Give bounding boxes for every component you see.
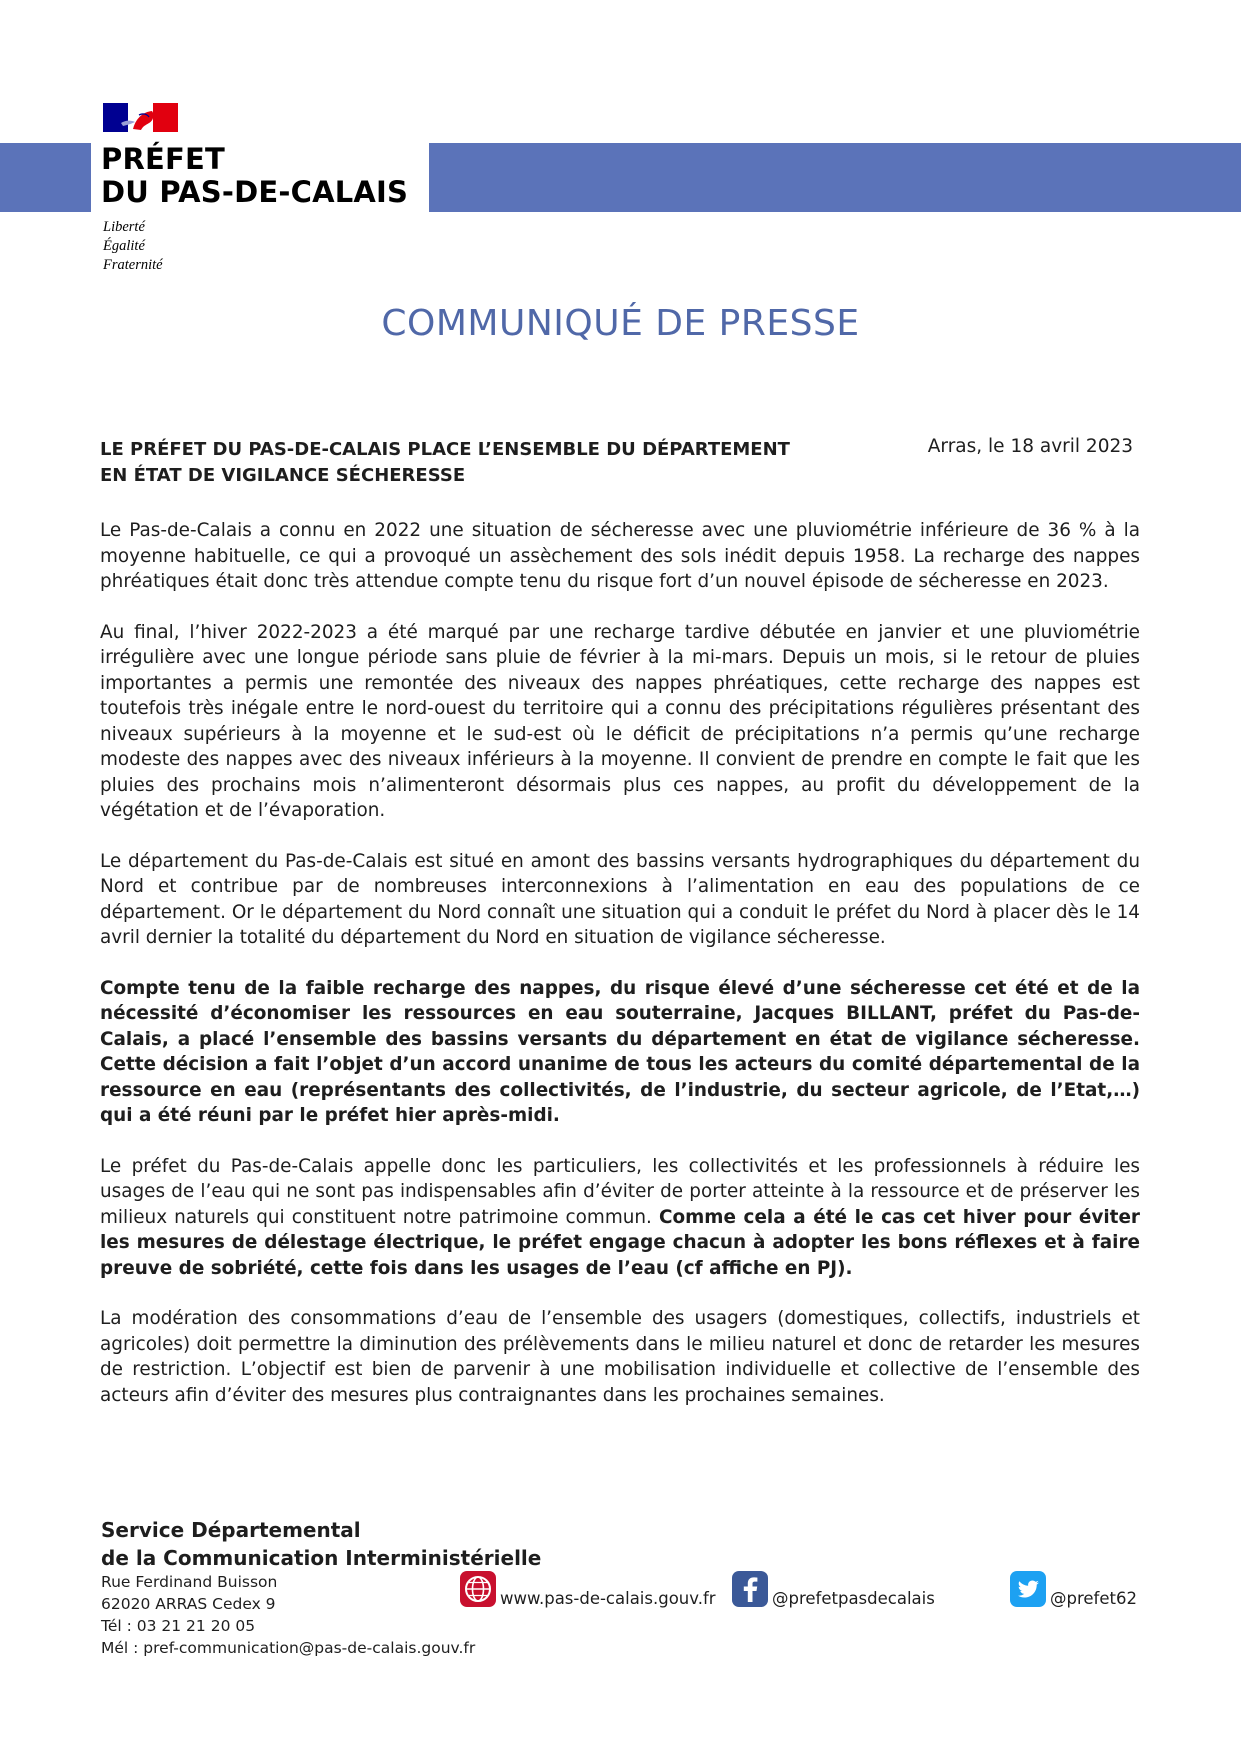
headline-line1: LE PRÉFET DU PAS-DE-CALAIS PLACE L’ENSEMBLE DU DÉPARTEMENT xyxy=(100,439,790,460)
motto-egalite: Égalité xyxy=(103,238,145,254)
paragraph-6: La modération des consommations d’eau de l’ensemble des usagers (domestiques, collectifs, industriels et agricoles) doit permettre la diminution des prélèvements dans le milieu naturel et donc de retarder les mesures de restriction. L’objectif est bien de parvenir à une mobilisation individuelle et collective de l’ensemble des acteurs afin d’éviter des mesures plus contraignantes dans les prochaines semaines. xyxy=(100,1308,1140,1406)
body-text xyxy=(100,518,1140,1433)
headline-line2: EN ÉTAT DE VIGILANCE SÉCHERESSE xyxy=(100,465,466,486)
paragraph-2: Au final, l’hiver 2022-2023 a été marqué par une recharge tardive débutée en janvier et une pluviométrie irrégulière avec une longue période sans pluie de février à la mi-mars. Depuis un mois, si le retour de pluies importantes a permis une remontée des niveaux des nappes phréatiques, cette recharge des nappes est toutefois très inégale entre le nord-ouest du territoire qui a connu des précipitations régulières présentant des niveaux supérieurs à la moyenne et le sud-est où le déficit de précipitations n’a permis qu’une recharge modeste des nappes avec des niveaux inférieurs à la moyenne. Il convient de prendre en compte le fait que les pluies des prochains mois n’alimenteront désormais plus ces nappes, au profit du développement de la végétation et de l’évaporation. xyxy=(100,621,1140,821)
paragraph-4-bold: Compte tenu de la faible recharge des nappes, du risque élevé d’une sécheresse cet été et de la nécessité d’économiser les ressources en eau souterraine, Jacques BILLANT, préfet du Pas-de-Calais, a placé l’ensemble des bassins versants du département en état de vigilance sécheresse. Cette décision a fait l’objet d’un accord unanime de tous les acteurs du comité départemental de la ressource en eau (représentants des collectivités, de l’industrie, du secteur agricole, de l’Etat,…) qui a été réuni par le préfet hier après-midi. xyxy=(100,977,1140,1126)
facebook-label: @prefetpasdecalais xyxy=(772,1588,935,1608)
footer-org-line1: Service Départemental xyxy=(101,1518,361,1542)
website-link[interactable] xyxy=(460,1570,716,1608)
logo-title-line2: DU PAS-DE-CALAIS xyxy=(101,175,409,209)
motto-fraternite: Fraternité xyxy=(103,257,163,273)
paragraph-1: Le Pas-de-Calais a connu en 2022 une situation de sécheresse avec une pluviométrie inférieure de 36 % à la moyenne habituelle, ce qui a provoqué un assèchement des sols inédit depuis 1958. La recharge des nappes phréatiques était donc très attendue compte tenu du risque fort d’un nouvel épisode de sécheresse en 2023. xyxy=(100,520,1140,592)
footer-organization xyxy=(101,1516,541,1572)
globe-icon xyxy=(460,1571,496,1607)
twitter-label: @prefet62 xyxy=(1050,1588,1137,1608)
prefet-logo xyxy=(91,100,429,276)
paragraph-5-bold: Comme cela a été le cas cet hiver pour éviter les mesures de délestage électrique, le préfet engage chacun à adopter les bons réflexes et à faire preuve de sobriété, cette fois dans les usages de l’eau (cf affiche en PJ). xyxy=(100,1206,1140,1279)
motto xyxy=(103,218,163,275)
dateline: Arras, le 18 avril 2023 xyxy=(927,436,1133,457)
logo-title-line1: PRÉFET xyxy=(101,142,225,176)
facebook-link[interactable] xyxy=(732,1570,935,1608)
twitter-icon xyxy=(1010,1571,1046,1607)
footer-phone: Tél : 03 21 21 20 05 xyxy=(101,1617,256,1635)
footer-street: Rue Ferdinand Buisson xyxy=(101,1573,278,1591)
website-label: www.pas-de-calais.gouv.fr xyxy=(500,1588,716,1608)
headline xyxy=(100,437,820,489)
facebook-icon xyxy=(732,1571,768,1607)
logo-title xyxy=(101,143,408,209)
twitter-link[interactable] xyxy=(1010,1570,1137,1608)
paragraph-3: Le département du Pas-de-Calais est situé en amont des bassins versants hydrographiques du département du Nord et contribue par de nombreuses interconnexions à l’alimentation en eau des populations de ce département. Or le département du Nord connaît une situation qui a conduit le préfet du Nord à placer dès le 14 avril dernier la totalité du département du Nord en situation de vigilance sécheresse. xyxy=(100,850,1140,948)
footer-address xyxy=(101,1571,475,1659)
footer-city: 62020 ARRAS Cedex 9 xyxy=(101,1595,276,1613)
paragraph-5 xyxy=(100,1154,1140,1282)
paragraph-5-text: Le préfet du Pas-de-Calais appelle donc les particuliers, les collectivités et les professionnels à réduire les usages de l’eau qui ne sont pas indispensables afin d’éviter de porter atteinte à la ressource et de préserver les milieux naturels qui constituent notre patrimoine commun. xyxy=(100,1155,1140,1228)
motto-liberte: Liberté xyxy=(103,219,145,235)
page-title: COMMUNIQUÉ DE PRESSE xyxy=(381,303,860,344)
footer-email[interactable]: Mél : pref-communication@pas-de-calais.gouv.fr xyxy=(101,1639,476,1657)
footer-org-line2: de la Communication Interministérielle xyxy=(101,1546,542,1570)
marianne-flag-icon xyxy=(103,103,178,132)
